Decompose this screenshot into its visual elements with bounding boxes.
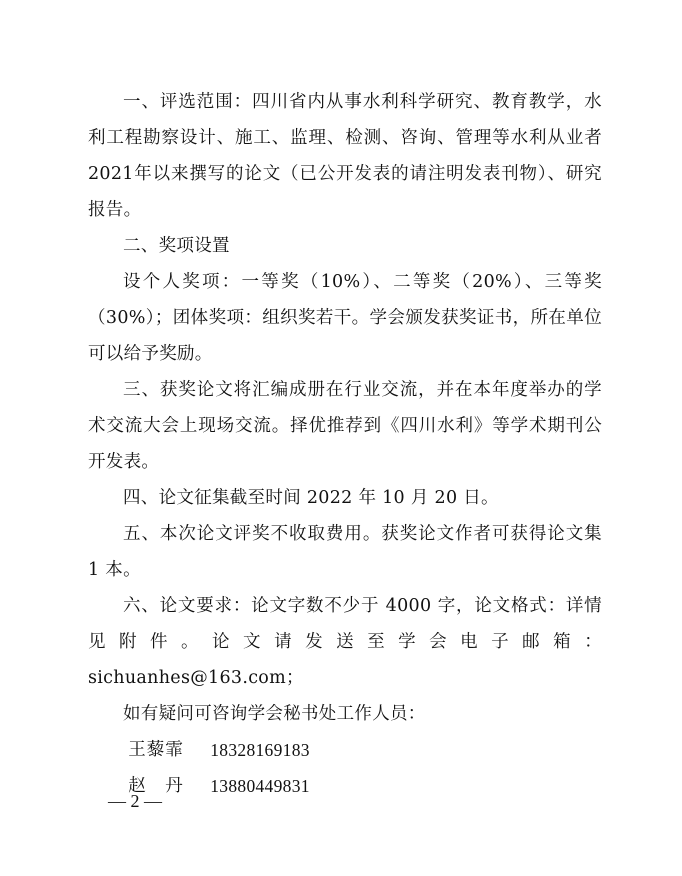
- contact-phone: 18328169183: [210, 740, 310, 760]
- paragraph-inquiry: 如有疑问可咨询学会秘书处工作人员：: [123, 704, 426, 724]
- paragraph-selection-scope: 一、评选范围：四川省内从事水利科学研究、教育教学，水利工程勘察设计、施工、监理、检测、咨询、管理等水利从业者2021年以来撰写的论文（已公开发表的请注明发表刊物）、研究报告。: [88, 92, 602, 220]
- contact-phone: 13880449831: [210, 776, 310, 796]
- contact-name: 王藜霏: [128, 740, 184, 760]
- contact-row: [88, 732, 602, 768]
- paragraph-award-details: 设个人奖项：一等奖（10%）、二等奖（20%）、三等奖（30%）；团体奖项：组织奖若干。学会颁发获奖证书，所在单位可以给予奖励。: [88, 272, 602, 364]
- paragraph-requirements: 六、论文要求：论文字数不少于 4000 字，论文格式：详情见附件。论文请发送至学会电子邮箱：sichuanhes@163.com；: [88, 596, 602, 688]
- paragraph-deadline: 四、论文征集截至时间 2022 年 10 月 20 日。: [123, 488, 499, 508]
- paragraph-fees: 五、本次论文评奖不收取费用。获奖论文作者可获得论文集 1 本。: [88, 524, 602, 580]
- paragraph-publication: 三、获奖论文将汇编成册在行业交流，并在本年度举办的学术交流大会上现场交流。择优推荐到《四川水利》等学术期刊公开发表。: [88, 380, 602, 472]
- page-number: — 2 —: [108, 791, 162, 811]
- paragraph-award-heading: 二、奖项设置: [123, 236, 230, 256]
- contact-name: 赵 丹: [128, 776, 184, 796]
- contact-row: [88, 768, 602, 804]
- document-body: [88, 84, 602, 804]
